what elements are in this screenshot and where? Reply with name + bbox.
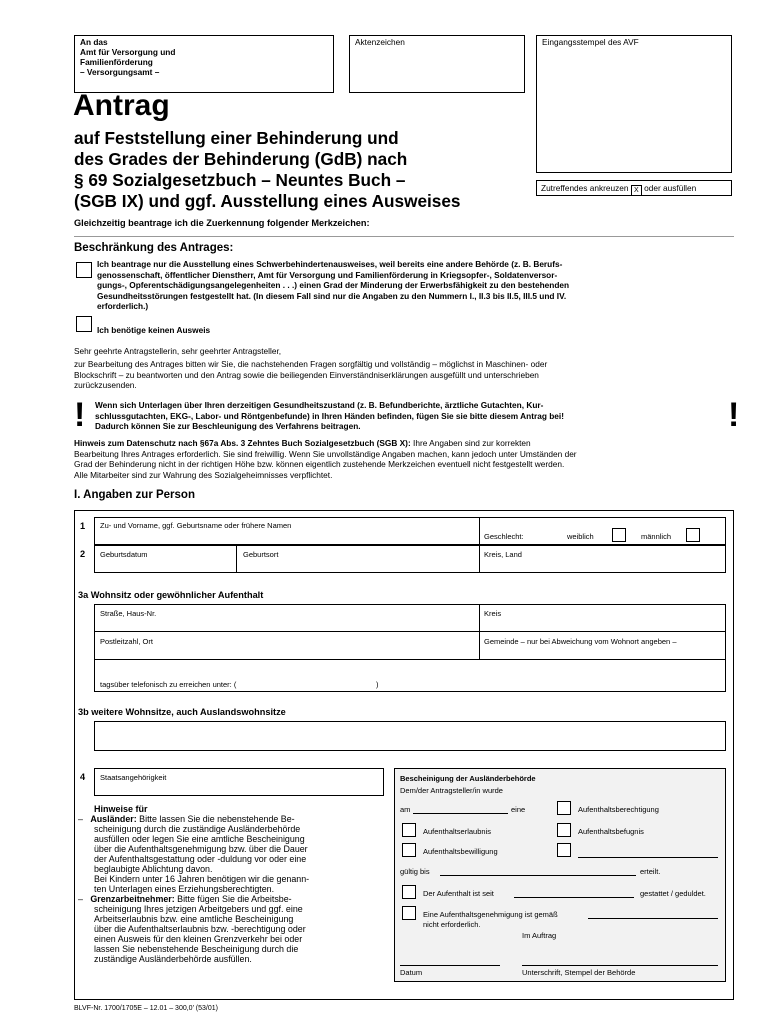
option-line: Ich beantrage nur die Ausstellung eines Schwerbehindertenausweises, weil bereits eine andere Behörde (z. B. Berufs- [97, 259, 563, 269]
warning-left-icon: ! [74, 396, 86, 434]
option-nur-ausweis [97, 259, 737, 312]
aufenthaltserlaubnis-label: Aufenthaltserlaubnis [423, 827, 491, 836]
aufenthalt-seit-line[interactable] [514, 897, 634, 898]
hinweis-line: Arbeitserlaubnis bzw. eine amtliche Bescheinigung [94, 914, 294, 924]
hinweis-line: scheinigung durch die zuständige Ausländerbehörde [94, 824, 301, 834]
hinweis-line: Bei Kindern unter 16 Jahren benötigen wir die genann- [94, 874, 310, 884]
hinweis-line: ausfüllen oder legen Sie eine amtliche Bescheinigung [94, 834, 305, 844]
checkbox-kein-ausweis[interactable] [76, 316, 92, 332]
hinweis-line: lassen Sie nebenstehende Bescheinigung durch die [94, 944, 299, 954]
bescheinigung-sub: Dem/der Antragsteller/in wurde [400, 786, 503, 795]
name-label: Zu- und Vorname, ggf. Geburtsname oder frühere Namen [100, 521, 292, 530]
erteilt-label: erteilt. [640, 867, 661, 876]
telefon-close: ) [376, 680, 379, 689]
zutreffendes-hint [541, 183, 696, 196]
geburtsdaten-row [94, 545, 726, 573]
warning-line: schlussgutachten, EKG-, Labor- und Röntgenbefunde) in Ihren Händen befinden, fügen Sie sie bitte diesem Antrag bei! [95, 410, 564, 421]
datenschutz-line1 [74, 438, 736, 449]
aktenzeichen-label: Aktenzeichen [355, 37, 405, 47]
checkbox-weiblich[interactable] [612, 528, 626, 542]
grenz-text: Bitte fügen Sie die Arbeitsbe- [177, 894, 292, 904]
hinweis-line: – Ausländer: Bitte lassen Sie die nebenstehende Be- [78, 814, 295, 824]
warning-right-icon: ! [728, 396, 740, 434]
addressee-line: An das [80, 37, 108, 47]
section-i-heading: I. Angaben zur Person [74, 489, 195, 501]
kreis-label[interactable]: Kreis [484, 609, 502, 618]
addressee-line: Amt für Versorgung und [80, 47, 176, 57]
geburtsort-label[interactable]: Geburtsort [243, 550, 279, 559]
form-number: BLVF-Nr. 1700/1705E – 12.01 – 300,0’ (53/01) [74, 1005, 218, 1012]
aufenthaltsberechtigung-label: Aufenthaltsberechtigung [578, 805, 659, 814]
auslaender-text: Bitte lassen Sie die nebenstehende Be- [139, 814, 295, 824]
warning-text [95, 400, 725, 432]
option-line: erforderlich.) [97, 301, 149, 311]
datenschutz-line1-rest: Ihre Angaben sind zur korrekten [413, 438, 531, 448]
aufenthaltsbewilligung-label: Aufenthaltsbewilligung [423, 847, 498, 856]
row-number-1: 1 [80, 521, 86, 531]
gemeinde-label[interactable]: Gemeinde – nur bei Abweichung vom Wohnort angeben – [484, 637, 677, 646]
bescheinigung-title: Bescheinigung der Ausländerbehörde [400, 774, 536, 783]
hinweis-line: über die Aufenthaltsgenehmigung bzw. über die Dauer [94, 844, 308, 854]
sonstige-line[interactable] [578, 857, 718, 858]
eingangsstempel-box [536, 35, 732, 173]
divider [94, 659, 726, 660]
wohnsitz-heading: 3a Wohnsitz oder gewöhnlicher Aufenthalt [78, 590, 264, 600]
salutation: Sehr geehrte Antragstellerin, sehr geehrter Antragsteller, [74, 346, 282, 356]
checkbox-aufenthaltsberechtigung[interactable] [557, 801, 571, 815]
divider [74, 236, 734, 237]
hinweis-line: der Aufenthaltsgestattung oder -duldung vor oder eine [94, 854, 307, 864]
datum-line[interactable] [400, 965, 500, 966]
beschraenkung-heading: Beschränkung des Antrages: [74, 242, 234, 254]
am-line[interactable] [413, 813, 508, 814]
genehmigung-line[interactable] [588, 918, 718, 919]
page-subtitle [74, 128, 534, 212]
hinweis-line: zuständige Ausländerbehörde ausfüllen. [94, 954, 252, 964]
telefon-label[interactable]: tagsüber telefonisch zu erreichen unter: ( [100, 680, 237, 689]
plz-ort-label[interactable]: Postleitzahl, Ort [100, 637, 153, 646]
unterschrift-label: Unterschrift, Stempel der Behörde [522, 968, 636, 977]
hinweis-line: ten Unterlagen eines Erziehungsberechtigten. [94, 884, 275, 894]
staatsangehoerigkeit-label: Staatsangehörigkeit [100, 773, 167, 782]
checkbox-maennlich[interactable] [686, 528, 700, 542]
divider [94, 631, 726, 632]
checkbox-aufenthalt-seit[interactable] [402, 885, 416, 899]
zutreffendes-post: oder ausfüllen [644, 183, 697, 193]
gueltig-bis-line[interactable] [440, 875, 636, 876]
row-number-2: 2 [80, 549, 86, 559]
subtitle-line: des Grades der Behinderung (GdB) nach [74, 149, 408, 169]
datum-label: Datum [400, 968, 423, 977]
hinweis-line: beglaubigte Ablichtung davon. [94, 864, 213, 874]
addressee-line: Familienförderung [80, 57, 153, 67]
maennlich-label: männlich [641, 532, 672, 541]
intro-text [74, 359, 736, 391]
aufenthalt-seit-label: Der Aufenthalt ist seit [423, 889, 494, 898]
checkbox-nicht-erforderlich[interactable] [402, 906, 416, 920]
gueltig-bis-label: gültig bis [400, 867, 430, 876]
divider [236, 545, 237, 573]
datenschutz-line: Grad der Behinderung nicht in der richtigen Höhe bzw. können eigentlich zustehende Merkzeichen eventuell nicht festgestellt werden. [74, 459, 565, 469]
weitere-wohnsitze-heading: 3b weitere Wohnsitze, auch Auslandswohnsitze [78, 707, 286, 717]
checkbox-aufenthaltserlaubnis[interactable] [402, 823, 416, 837]
kreis-land-label[interactable]: Kreis, Land [484, 550, 522, 559]
datenschutz-line: Alle Mitarbeiter sind zur Wahrung des Sozialgeheimnisses verpflichtet. [74, 469, 333, 480]
weitere-wohnsitze-field[interactable] [94, 721, 726, 751]
hinweis-line: scheinigung Ihres jetzigen Arbeitgebers und ggf. eine [94, 904, 303, 914]
unterschrift-line[interactable] [522, 965, 718, 966]
addressee [80, 37, 330, 77]
warning-line: Wenn sich Unterlagen über Ihren derzeitigen Gesundheitszustand (z. B. Befundberichte, ärztliche Gutachten, Kur- [95, 400, 544, 410]
hinweis-line: – Grenzarbeitnehmer: Bitte fügen Sie die Arbeitsbe- [78, 894, 292, 904]
divider [479, 604, 480, 659]
option-line: gungs-, Opferentschädigungsangelegenheiten . . .) einen Grad der Minderung der Erwerbsfähigkeit zu den bestehenden [97, 280, 570, 290]
checkbox-aufenthaltsbewilligung[interactable] [402, 843, 416, 857]
hinweis-line: einen Ausweis für den kleinen Grenzverkehr bei oder [94, 934, 303, 944]
subtitle-line: § 69 Sozialgesetzbuch – Neuntes Buch – [74, 170, 406, 190]
subtitle-line: auf Feststellung einer Behinderung und [74, 128, 399, 148]
strasse-label[interactable]: Straße, Haus-Nr. [100, 609, 157, 618]
gestattet-label: gestattet / geduldet. [640, 889, 706, 898]
intro-line: zurückzusenden. [74, 380, 137, 390]
subtitle-line: (SGB IX) und ggf. Ausstellung eines Ausweises [74, 191, 461, 211]
hinweise-text [78, 814, 368, 964]
datenschutz-line: Bearbeitung Ihres Antrages erforderlich. Sie sind freiwillig. Wenn Sie unvollständige Angaben machen, kann jedoch unter Umständen der [74, 448, 577, 459]
hinweis-line: über die Aufenthaltserlaubnis bzw. -berechtigung oder [94, 924, 306, 934]
intro-line: Blockschrift – zu beantworten und den Antrag sowie die beiliegenden Einverständniserklärungen ausgefüllt und unterschrieben [74, 369, 539, 380]
wohnsitz-block [94, 604, 726, 692]
auslaender-label: Ausländer: [90, 814, 137, 824]
zutreffendes-pre: Zutreffendes ankreuzen [541, 183, 629, 193]
hinweise-heading: Hinweise für [94, 804, 148, 814]
eine-label: eine [511, 805, 526, 814]
datenschutz-heading: Hinweis zum Datenschutz nach §67a Abs. 3 Zehntes Buch Sozialgesetzbuch (SGB X): [74, 438, 411, 448]
im-auftrag-label: Im Auftrag [522, 931, 557, 940]
checkbox-example-icon: X [631, 185, 642, 196]
grenz-label: Grenzarbeitnehmer: [90, 894, 175, 904]
datenschutz-text [74, 438, 736, 480]
genehmigung-label-2: nicht erforderlich. [423, 920, 481, 929]
geschlecht-label: Geschlecht: [484, 532, 524, 541]
genehmigung-label-1: Eine Aufenthaltsgenehmigung ist gemäß [423, 910, 558, 919]
checkbox-nur-ausweis[interactable] [76, 262, 92, 278]
addressee-line: – Versorgungsamt – [80, 67, 160, 77]
checkbox-aufenthaltsbefugnis[interactable] [557, 823, 571, 837]
page-title: Antrag [73, 89, 170, 122]
intro-line: zur Bearbeitung des Antrages bitten wir Sie, die nachstehenden Fragen sorgfältig und vollständig – möglichst in Maschinen- oder [74, 359, 548, 369]
option-line: Gesundheitsstörungen festgestellt hat. (In diesem Fall sind nur die Angaben zu den Nummern I., II.3 bis II.5, III.5 und IV. [97, 290, 567, 301]
checkbox-sonstige[interactable] [557, 843, 571, 857]
option-kein-ausweis: Ich benötige keinen Ausweis [97, 325, 211, 335]
aufenthaltsbefugnis-label: Aufenthaltsbefugnis [578, 827, 644, 836]
warning-line: Dadurch können Sie zur Beschleunigung des Verfahrens beitragen. [95, 421, 361, 431]
am-label: am [400, 805, 411, 814]
geburtsdatum-label[interactable]: Geburtsdatum [100, 550, 148, 559]
option-line: genossenschaft, öffentlicher Dienstherr, Amt für Versorgung und Familienförderung in Kriegsopfer-, Soldatenversor- [97, 269, 558, 280]
weiblich-label: weiblich [567, 532, 594, 541]
merkzeichen-label: Gleichzeitig beantrage ich die Zuerkennung folgender Merkzeichen: [74, 218, 370, 228]
eingangsstempel-label: Eingangsstempel des AVF [542, 37, 639, 47]
row-number-4: 4 [80, 772, 86, 782]
